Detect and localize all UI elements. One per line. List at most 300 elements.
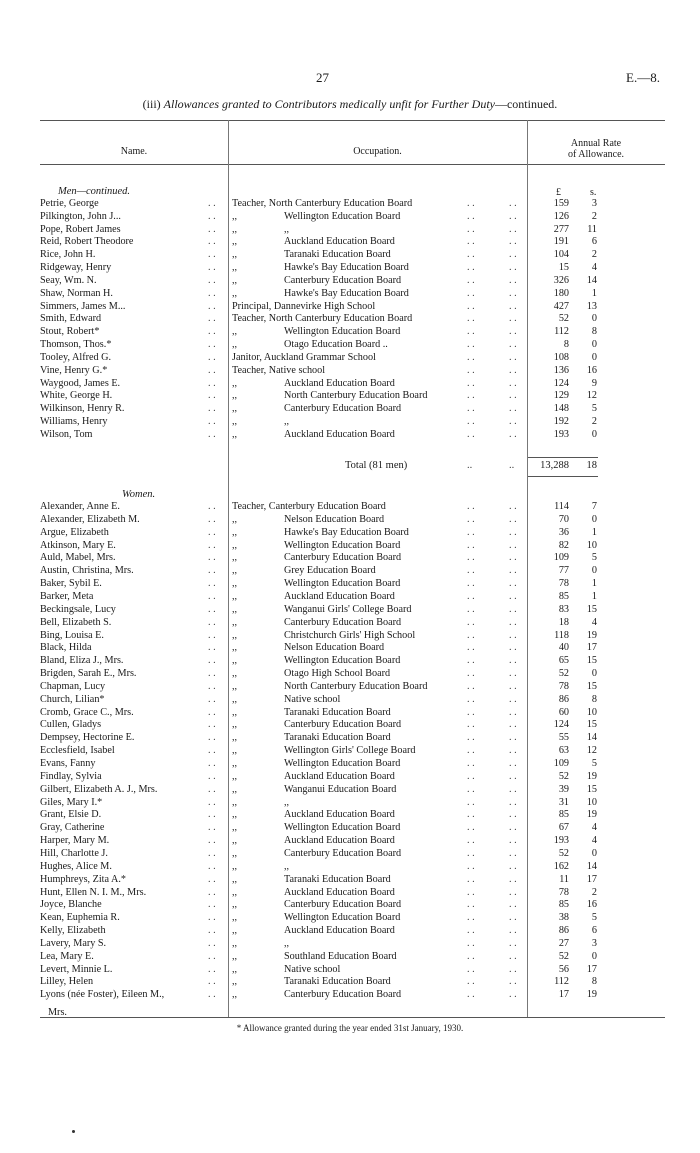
leader-dots: . . xyxy=(467,783,475,795)
table-row xyxy=(0,681,700,693)
table-row xyxy=(0,236,700,248)
shillings-cell: 17 xyxy=(586,642,597,654)
name-cell: Lavery, Mary S. xyxy=(40,937,107,949)
leader-dots: . . xyxy=(208,262,216,274)
table-row xyxy=(0,352,700,364)
shillings-cell: 2 xyxy=(591,210,597,222)
board-cell: ,, xyxy=(284,937,290,949)
table-row xyxy=(0,326,700,338)
leader-dots: . . xyxy=(208,860,216,872)
occupation-cell: ,, xyxy=(232,706,238,718)
pounds-cell: 55 xyxy=(558,732,569,744)
leader-dots: . . xyxy=(467,758,475,769)
total-leader-dots: .. xyxy=(509,460,515,471)
leader-dots: . . xyxy=(467,976,475,988)
pounds-cell: 118 xyxy=(554,629,569,641)
occupation-cell: ,, xyxy=(232,860,238,872)
occupation-cell: Principal, Dannevirke High School xyxy=(232,300,376,312)
name-cell: Beckingsale, Lucy xyxy=(40,603,116,615)
leader-dots: . . xyxy=(467,642,475,654)
pounds-cell: 36 xyxy=(558,526,569,538)
name-cell: Seay, Wm. N. xyxy=(40,274,97,286)
leader-dots: . . xyxy=(208,326,216,338)
leader-dots: . . xyxy=(208,364,216,376)
board-cell: Auckland Education Board xyxy=(284,835,395,847)
pounds-cell: 78 xyxy=(558,886,569,898)
table-row xyxy=(0,288,700,300)
shillings-cell: 5 xyxy=(591,403,597,415)
table-row xyxy=(0,925,700,937)
occupation-cell: ,, xyxy=(232,680,238,692)
document-code: E.—8. xyxy=(626,70,660,85)
shillings-cell: 15 xyxy=(586,719,597,731)
pounds-cell: 112 xyxy=(554,326,569,338)
shilling-sign: s. xyxy=(590,187,597,198)
leader-dots: . . xyxy=(509,428,517,440)
pounds-cell: 326 xyxy=(553,274,569,286)
shillings-cell: 15 xyxy=(586,783,597,795)
total-shillings: 18 xyxy=(586,460,597,471)
pounds-cell: 11 xyxy=(559,873,569,885)
leader-dots: . . xyxy=(509,416,517,428)
occupation-cell: ,, xyxy=(232,693,238,705)
table-row xyxy=(0,262,700,274)
leader-dots: . . xyxy=(208,377,216,389)
leader-dots: . . xyxy=(208,912,216,924)
table-row xyxy=(0,797,700,809)
leader-dots: . . xyxy=(467,770,475,782)
occupation-cell: ,, xyxy=(232,912,238,924)
table-row xyxy=(0,527,700,539)
shillings-cell: 14 xyxy=(586,860,597,872)
pounds-cell: 63 xyxy=(558,745,569,757)
leader-dots: . . xyxy=(509,693,517,705)
total-leader-dots: .. xyxy=(467,460,473,471)
leader-dots: . . xyxy=(208,539,216,551)
pounds-cell: 86 xyxy=(558,925,569,937)
board-cell: Auckland Education Board xyxy=(284,809,395,821)
board-cell: Wellington Education Board xyxy=(284,822,401,834)
table-row xyxy=(0,784,700,796)
shillings-cell: 0 xyxy=(591,847,597,859)
pounds-cell: 129 xyxy=(553,390,569,402)
name-cell: Auld, Mabel, Mrs. xyxy=(40,552,116,564)
name-cell: Williams, Henry xyxy=(40,416,108,428)
leader-dots: . . xyxy=(208,770,216,782)
leader-dots: . . xyxy=(208,236,216,248)
table-row xyxy=(0,719,700,731)
shillings-cell: 0 xyxy=(591,513,597,525)
leader-dots: . . xyxy=(509,403,517,415)
shillings-cell: 10 xyxy=(586,539,597,551)
table-row xyxy=(0,989,700,1001)
occupation-cell: ,, xyxy=(232,847,238,859)
leader-dots: . . xyxy=(509,976,517,988)
occupation-cell: ,, xyxy=(232,326,238,338)
occupation-cell: ,, xyxy=(232,937,238,949)
leader-dots: . . xyxy=(467,899,475,911)
leader-dots: . . xyxy=(208,925,216,937)
leader-dots: . . xyxy=(509,745,517,757)
shillings-cell: 15 xyxy=(586,680,597,692)
leader-dots: . . xyxy=(208,886,216,898)
shillings-cell: 16 xyxy=(586,364,597,376)
shillings-cell: 2 xyxy=(591,249,597,261)
name-cell: Lea, Mary E. xyxy=(40,950,94,962)
pounds-cell: 67 xyxy=(558,822,569,834)
table-row xyxy=(0,899,700,911)
leader-dots: . . xyxy=(208,963,216,975)
leader-dots: . . xyxy=(509,668,517,680)
leader-dots: . . xyxy=(467,912,475,924)
name-cell: Baker, Sybil E. xyxy=(40,578,102,590)
name-cell: Kean, Euphemia R. xyxy=(40,912,120,924)
board-cell: Wanganui Girls' College Board xyxy=(284,603,412,615)
leader-dots: . . xyxy=(509,578,517,590)
pounds-cell: 193 xyxy=(553,835,569,847)
name-cell: Wilson, Tom xyxy=(40,428,93,440)
occupation-cell: ,, xyxy=(232,578,238,590)
leader-dots: . . xyxy=(208,783,216,795)
occupation-cell: ,, xyxy=(232,796,238,808)
name-cell: Shaw, Norman H. xyxy=(40,287,113,299)
board-cell: Canterbury Education Board xyxy=(284,552,402,564)
name-cell: Alexander, Anne E. xyxy=(40,501,120,512)
leader-dots: . . xyxy=(509,236,517,248)
leader-dots: . . xyxy=(467,249,475,261)
shillings-cell: 0 xyxy=(591,950,597,962)
leader-dots: . . xyxy=(467,274,475,286)
name-cell: Hughes, Alice M. xyxy=(40,860,112,872)
table-row xyxy=(0,249,700,261)
pounds-cell: 70 xyxy=(558,513,569,525)
shillings-cell: 8 xyxy=(591,976,597,988)
pounds-cell: 31 xyxy=(558,796,569,808)
board-cell: North Canterbury Education Board xyxy=(284,390,428,402)
occupation-cell: ,, xyxy=(232,732,238,744)
occupation-cell: ,, xyxy=(232,428,238,440)
leader-dots: . . xyxy=(467,539,475,551)
leader-dots: . . xyxy=(509,937,517,949)
leader-dots: . . xyxy=(467,809,475,821)
leader-dots: . . xyxy=(509,680,517,692)
leader-dots: . . xyxy=(509,539,517,551)
leader-dots: . . xyxy=(509,377,517,389)
pounds-cell: 109 xyxy=(553,758,569,769)
leader-dots: . . xyxy=(467,565,475,577)
leader-dots: . . xyxy=(467,603,475,615)
table-row xyxy=(0,552,700,564)
leader-dots: . . xyxy=(509,809,517,821)
pounds-cell: 8 xyxy=(563,339,569,351)
leader-dots: . . xyxy=(467,989,475,1001)
page-number: 27 xyxy=(316,70,329,85)
leader-dots: . . xyxy=(208,847,216,859)
leader-dots: . . xyxy=(509,351,517,363)
leader-dots: . . xyxy=(208,287,216,299)
pounds-cell: 77 xyxy=(558,565,569,577)
shillings-cell: 3 xyxy=(591,198,597,209)
name-cell: Lyons (née Foster), Eileen M., xyxy=(40,989,165,1001)
leader-dots: . . xyxy=(208,976,216,988)
name-cell: Harper, Mary M. xyxy=(40,835,110,847)
shillings-cell: 0 xyxy=(591,339,597,351)
leader-dots: . . xyxy=(208,313,216,325)
name-cell: Bell, Elizabeth S. xyxy=(40,616,112,628)
leader-dots: . . xyxy=(467,526,475,538)
leader-dots: . . xyxy=(467,326,475,338)
leader-dots: . . xyxy=(467,668,475,680)
occupation-cell: ,, xyxy=(232,390,238,402)
name-continuation: Mrs. xyxy=(48,1007,67,1018)
pounds-cell: 83 xyxy=(558,603,569,615)
leader-dots: . . xyxy=(467,860,475,872)
shillings-cell: 13 xyxy=(586,300,597,312)
pounds-cell: 18 xyxy=(558,616,569,628)
pounds-cell: 109 xyxy=(553,552,569,564)
leader-dots: . . xyxy=(467,886,475,898)
leader-dots: . . xyxy=(467,198,475,209)
pounds-cell: 52 xyxy=(558,950,569,962)
name-cell: Dempsey, Hectorine E. xyxy=(40,732,135,744)
leader-dots: . . xyxy=(509,262,517,274)
board-cell: Taranaki Education Board xyxy=(284,732,391,744)
leader-dots: . . xyxy=(509,860,517,872)
leader-dots: . . xyxy=(509,732,517,744)
table-row xyxy=(0,809,700,821)
occupation-cell: ,, xyxy=(232,223,238,235)
shillings-cell: 8 xyxy=(591,693,597,705)
leader-dots: . . xyxy=(509,313,517,325)
name-cell: Atkinson, Mary E. xyxy=(40,539,116,551)
pounds-cell: 104 xyxy=(553,249,569,261)
table-row xyxy=(0,707,700,719)
leader-dots: . . xyxy=(509,249,517,261)
table-row xyxy=(0,912,700,924)
leader-dots: . . xyxy=(509,822,517,834)
name-cell: Vine, Henry G.* xyxy=(40,364,108,376)
leader-dots: . . xyxy=(509,655,517,667)
table-row xyxy=(0,403,700,415)
pounds-cell: 86 xyxy=(558,693,569,705)
shillings-cell: 11 xyxy=(587,223,597,235)
pounds-cell: 162 xyxy=(553,860,569,872)
leader-dots: . . xyxy=(208,680,216,692)
pounds-cell: 78 xyxy=(558,578,569,590)
name-cell: Giles, Mary I.* xyxy=(40,796,103,808)
shillings-cell: 4 xyxy=(591,616,597,628)
pounds-cell: 52 xyxy=(558,770,569,782)
leader-dots: . . xyxy=(509,925,517,937)
leader-dots: . . xyxy=(509,300,517,312)
board-cell: Wellington Girls' College Board xyxy=(284,745,416,757)
shillings-cell: 19 xyxy=(586,629,597,641)
name-cell: Austin, Christina, Mrs. xyxy=(40,565,134,577)
pound-sign: £ xyxy=(556,187,561,198)
table-row xyxy=(0,198,700,210)
table-row xyxy=(0,771,700,783)
occupation-cell: ,, xyxy=(232,590,238,602)
total-pounds: 13,288 xyxy=(540,460,569,471)
leader-dots: . . xyxy=(509,339,517,351)
occupation-cell: ,, xyxy=(232,989,238,1001)
board-cell: North Canterbury Education Board xyxy=(284,680,428,692)
board-cell: Nelson Education Board xyxy=(284,642,385,654)
name-cell: Levert, Minnie L. xyxy=(40,963,113,975)
leader-dots: . . xyxy=(467,262,475,274)
leader-dots: . . xyxy=(208,937,216,949)
leader-dots: . . xyxy=(208,390,216,402)
name-cell: Kelly, Elizabeth xyxy=(40,925,106,937)
leader-dots: . . xyxy=(208,822,216,834)
pounds-cell: 17 xyxy=(558,989,569,1001)
name-cell: Thomson, Thos.* xyxy=(40,339,112,351)
leader-dots: . . xyxy=(208,198,216,209)
pounds-cell: 191 xyxy=(553,236,569,248)
board-cell: Native school xyxy=(284,963,341,975)
occupation-cell: ,, xyxy=(232,236,238,248)
name-cell: Waygood, James E. xyxy=(40,377,121,389)
leader-dots: . . xyxy=(208,655,216,667)
table-row xyxy=(0,429,700,441)
occupation-cell: ,, xyxy=(232,513,238,525)
pounds-cell: 85 xyxy=(558,809,569,821)
leader-dots: . . xyxy=(509,642,517,654)
top-rule xyxy=(40,120,665,121)
board-cell: Hawke's Bay Education Board xyxy=(284,526,409,538)
pounds-cell: 192 xyxy=(553,416,569,428)
leader-dots: . . xyxy=(208,629,216,641)
leader-dots: . . xyxy=(509,886,517,898)
pounds-cell: 124 xyxy=(553,377,569,389)
table-row xyxy=(0,378,700,390)
name-cell: Smith, Edward xyxy=(40,313,102,325)
pounds-cell: 40 xyxy=(558,642,569,654)
occupation-cell: ,, xyxy=(232,603,238,615)
table-row xyxy=(0,694,700,706)
board-cell: Canterbury Education Board xyxy=(284,274,402,286)
table-row xyxy=(0,655,700,667)
leader-dots: . . xyxy=(509,326,517,338)
occupation-cell: ,, xyxy=(232,873,238,885)
occupation-cell: ,, xyxy=(232,249,238,261)
leader-dots: . . xyxy=(467,403,475,415)
shillings-cell: 1 xyxy=(591,287,597,299)
shillings-cell: 0 xyxy=(591,668,597,680)
occupation-cell: Teacher, North Canterbury Education Board xyxy=(232,198,413,209)
leader-dots: . . xyxy=(467,835,475,847)
leader-dots: . . xyxy=(467,590,475,602)
leader-dots: . . xyxy=(208,899,216,911)
leader-dots: . . xyxy=(509,616,517,628)
leader-dots: . . xyxy=(467,377,475,389)
name-cell: Barker, Meta xyxy=(40,590,94,602)
leader-dots: . . xyxy=(467,680,475,692)
leader-dots: . . xyxy=(467,552,475,564)
occupation-cell: ,, xyxy=(232,950,238,962)
occupation-cell: ,, xyxy=(232,416,238,428)
leader-dots: . . xyxy=(509,873,517,885)
occupation-cell: ,, xyxy=(232,809,238,821)
leader-dots: . . xyxy=(208,526,216,538)
occupation-cell: ,, xyxy=(232,655,238,667)
leader-dots: . . xyxy=(208,758,216,769)
footnote: * Allowance granted during the year ended 31st January, 1930. xyxy=(236,1023,464,1033)
pounds-cell: 60 xyxy=(558,706,569,718)
table-row xyxy=(0,514,700,526)
occupation-cell: ,, xyxy=(232,642,238,654)
name-cell: Brigden, Sarah E., Mrs. xyxy=(40,668,137,680)
name-cell: Argue, Elizabeth xyxy=(40,526,109,538)
board-cell: Canterbury Education Board xyxy=(284,719,402,731)
pounds-cell: 148 xyxy=(553,403,569,415)
name-cell: Findlay, Sylvia xyxy=(40,770,102,782)
leader-dots: . . xyxy=(509,390,517,402)
leader-dots: . . xyxy=(467,364,475,376)
table-row xyxy=(0,501,700,513)
name-cell: Gray, Catherine xyxy=(40,822,105,834)
shillings-cell: 5 xyxy=(591,912,597,924)
table-row xyxy=(0,951,700,963)
leader-dots: . . xyxy=(208,513,216,525)
leader-dots: . . xyxy=(509,565,517,577)
table-row xyxy=(0,861,700,873)
occupation-cell: ,, xyxy=(232,210,238,222)
board-cell: Canterbury Education Board xyxy=(284,616,402,628)
pounds-cell: 85 xyxy=(558,590,569,602)
board-cell: Native school xyxy=(284,693,341,705)
table-row xyxy=(0,313,700,325)
occupation-cell: ,, xyxy=(232,976,238,988)
board-cell: Auckland Education Board xyxy=(284,590,395,602)
pounds-cell: 39 xyxy=(558,783,569,795)
board-cell: Auckland Education Board xyxy=(284,770,395,782)
board-cell: Wellington Education Board xyxy=(284,912,401,924)
board-cell: Taranaki Education Board xyxy=(284,873,391,885)
leader-dots: . . xyxy=(208,552,216,564)
occupation-cell: ,, xyxy=(232,377,238,389)
occupation-cell: ,, xyxy=(232,770,238,782)
leader-dots: . . xyxy=(467,796,475,808)
table-row xyxy=(0,275,700,287)
leader-dots: . . xyxy=(509,989,517,1001)
leader-dots: . . xyxy=(467,351,475,363)
pounds-cell: 85 xyxy=(558,899,569,911)
table-row xyxy=(0,339,700,351)
leader-dots: . . xyxy=(467,578,475,590)
leader-dots: . . xyxy=(467,223,475,235)
name-cell: Tooley, Alfred G. xyxy=(40,351,112,363)
leader-dots: . . xyxy=(467,706,475,718)
shillings-cell: 19 xyxy=(586,989,597,1001)
name-cell: Bing, Louisa E. xyxy=(40,629,104,641)
leader-dots: . . xyxy=(208,351,216,363)
board-cell: Auckland Education Board xyxy=(284,377,395,389)
board-cell: Christchurch Girls' High School xyxy=(284,629,416,641)
pounds-cell: 427 xyxy=(553,300,569,312)
occupation-cell: ,, xyxy=(232,925,238,937)
board-cell: Auckland Education Board xyxy=(284,236,395,248)
leader-dots: . . xyxy=(467,287,475,299)
table-row xyxy=(0,565,700,577)
occupation-cell: ,, xyxy=(232,822,238,834)
table-row xyxy=(0,732,700,744)
board-cell: ,, xyxy=(284,860,290,872)
leader-dots: . . xyxy=(509,501,517,512)
occupation-cell: ,, xyxy=(232,539,238,551)
leader-dots: . . xyxy=(208,249,216,261)
name-cell: Alexander, Elizabeth M. xyxy=(40,513,140,525)
